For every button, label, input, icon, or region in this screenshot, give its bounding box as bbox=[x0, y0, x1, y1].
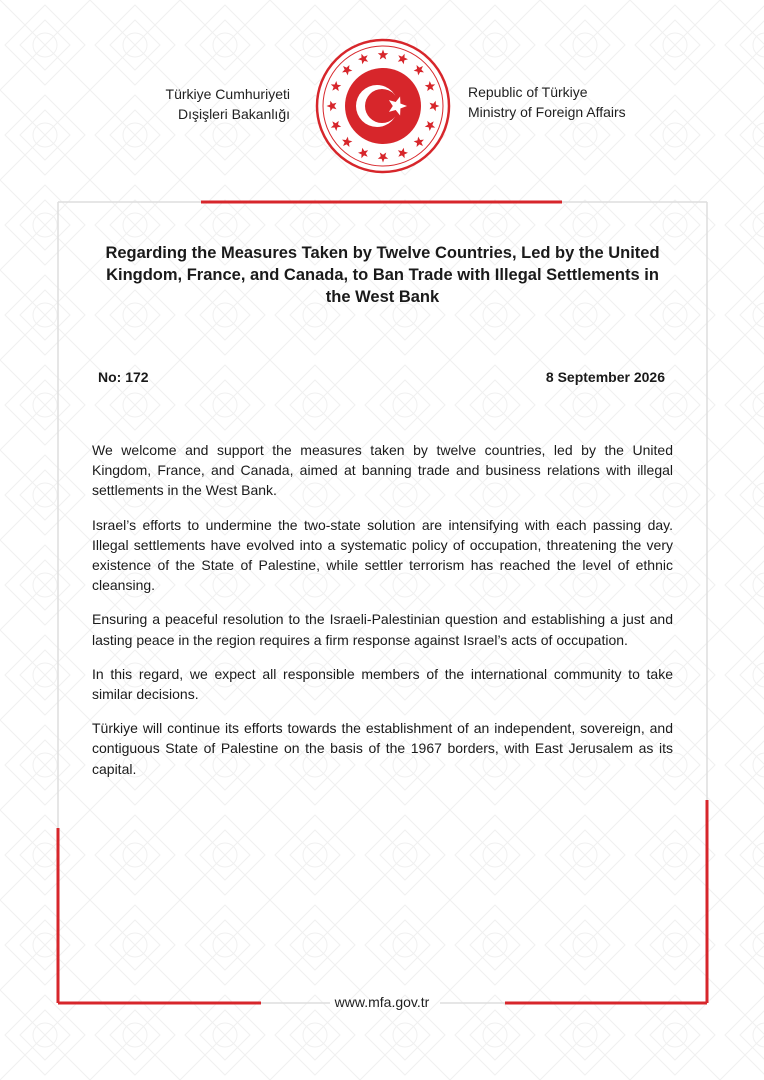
body-paragraph: Israel’s efforts to undermine the two-state solution are intensifying with each passing day. Illegal settlements have evolved into a systematic policy of occupation, threatening the very existence of the State of Palestine, while settler terrorism has reached the level of ethnic cleansing. bbox=[92, 516, 673, 594]
letterhead-turkish bbox=[166, 84, 290, 124]
body-paragraph: Türkiye will continue its efforts towards the establishment of an independent, sovereign, and contiguous State of Palestine on the basis of the 1967 borders, with East Jerusalem as its capital. bbox=[92, 720, 673, 777]
footer-website-link[interactable]: www.mfa.gov.tr bbox=[334, 994, 430, 1010]
crescent-star-seal-icon bbox=[315, 38, 451, 174]
letterhead bbox=[0, 0, 764, 180]
letterhead-english bbox=[468, 82, 626, 122]
release-number: No: 172 bbox=[98, 369, 149, 385]
document-body bbox=[92, 440, 673, 793]
letterhead-english-line1: Republic of Türkiye bbox=[468, 84, 588, 100]
letterhead-english-line2: Ministry of Foreign Affairs bbox=[468, 104, 626, 120]
body-paragraph: Ensuring a peaceful resolution to the Israeli-Palestinian question and establishing a just and lasting peace in the region requires a firm response against Israel’s acts of occupation. bbox=[92, 611, 673, 648]
body-paragraph: In this regard, we expect all responsible members of the international community to take similar decisions. bbox=[92, 665, 673, 703]
body-paragraph: We welcome and support the measures taken by twelve countries, led by the United Kingdom, France, and Canada, aimed at banning trade and business relations with illegal settlements in the West Bank. bbox=[92, 442, 673, 499]
letterhead-turkish-line1: Türkiye Cumhuriyeti bbox=[165, 86, 290, 102]
document-title: Regarding the Measures Taken by Twelve Countries, Led by the United Kingdom, France, and Canada, to Ban Trade with Illegal Settlements in the West Bank bbox=[105, 244, 660, 306]
release-date: 8 September 2026 bbox=[545, 369, 665, 385]
letterhead-turkish-line2: Dışişleri Bakanlığı bbox=[177, 106, 290, 122]
